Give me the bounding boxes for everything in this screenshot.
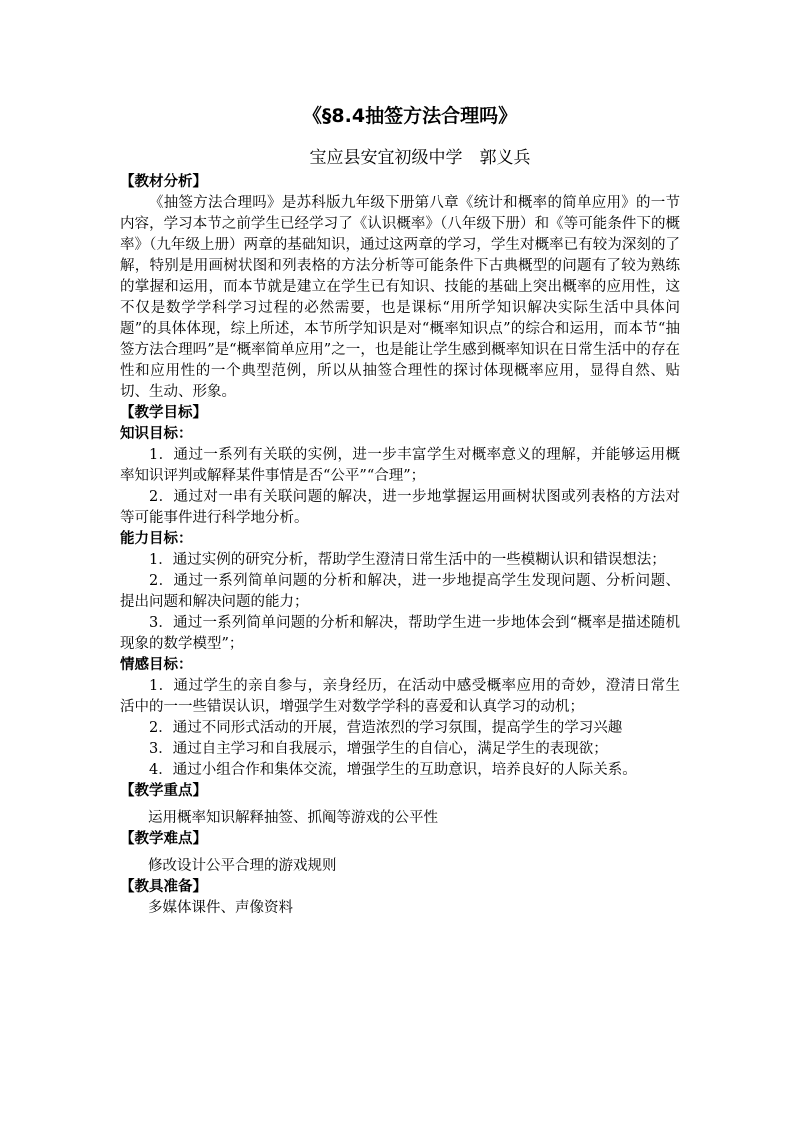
difficulty-text: 修改设计公平合理的游戏规则 bbox=[148, 858, 337, 874]
section-analysis bbox=[120, 172, 680, 403]
emotion-goal-item: 2．通过不同形式活动的开展，营造浓烈的学习氛围，提高学生的学习兴趣 bbox=[149, 720, 623, 736]
emotion-goal-item: 4．通过小组合作和集体交流，增强学生的互助意识，培养良好的人际关系。 bbox=[149, 762, 637, 778]
focus-text: 运用概率知识解释抽签、抓阄等游戏的公平性 bbox=[148, 810, 438, 826]
knowledge-goals-label: 知识目标： bbox=[120, 426, 193, 442]
ability-goal-item: 1．通过实例的研究分析，帮助学生澄清日常生活中的一些模糊认识和错误想法； bbox=[149, 552, 666, 568]
section-heading-tools: 【教具准备】 bbox=[120, 879, 207, 895]
emotion-goal-item: 1．通过学生的亲自参与，亲身经历，在活动中感受概率应用的奇妙，澄清日常生活中的一一些错误认识，增强学生对数学学科的喜爱和认真学习的动机； bbox=[120, 678, 680, 715]
section-focus bbox=[120, 781, 680, 829]
ability-goals-label: 能力目标： bbox=[120, 531, 193, 547]
document-title: 《§8.4抽签方法合理吗》 bbox=[302, 105, 518, 127]
emotion-goals-label: 情感目标： bbox=[120, 657, 193, 673]
section-heading-goals: 【教学目标】 bbox=[120, 405, 207, 421]
author-line: 宝应县安宜初级中学 郭义兵 bbox=[309, 148, 531, 168]
document-page bbox=[120, 100, 680, 919]
section-difficulty bbox=[120, 829, 680, 877]
knowledge-goal-item: 1．通过一系列有关联的实例，进一步丰富学生对概率意义的理解，并能够运用概率知识评判或解释某件事情是否“公平”“合理”； bbox=[120, 447, 680, 484]
section-tools bbox=[120, 877, 680, 919]
knowledge-goal-item: 2．通过对一串有关联问题的解决，进一步地掌握运用画树状图或列表格的方法对等可能事件进行科学地分析。 bbox=[120, 489, 680, 526]
emotion-goal-item: 3．通过自主学习和自我展示，增强学生的自信心，满足学生的表现欲； bbox=[149, 741, 608, 757]
section-heading-focus: 【教学重点】 bbox=[120, 783, 207, 799]
section-heading-analysis: 【教材分析】 bbox=[120, 174, 207, 190]
ability-goal-item: 3．通过一系列简单问题的分析和解决，帮助学生进一步地体会到“概率是描述随机现象的数学模型”； bbox=[120, 615, 680, 652]
analysis-paragraph: 《抽签方法合理吗》是苏科版九年级下册第八章《统计和概率的简单应用》的一节内容，学习本节之前学生已经学习了《认识概率》（八年级下册）和《等可能条件下的概率》（九年级上册）两章的基础知识，通过这两章的学习，学生对概率已有较为深刻的了解，特别是用画树状图和列表格的方法分析等可能条件下古典概型的问题有了较为熟练的掌握和运用，而本节就是建立在学生已有知识、技能的基础上突出概率的应用性，这不仅是数学学科学习过程的必然需要，也是课标“用所学知识解决实际生活中具体问题”的具体体现，综上所述，本节所学知识是对“概率知识点”的综合和运用，而本节“抽签方法合理吗”是“概率简单应用”之一，也是能让学生感到概率知识在日常生活中的存在性和应用性的一个典型范例，所以从抽签合理性的探讨体现概率应用，显得自然、贴切、生动、形象。 bbox=[120, 195, 680, 400]
section-goals bbox=[120, 403, 680, 781]
section-heading-difficulty: 【教学难点】 bbox=[120, 831, 207, 847]
tools-text: 多媒体课件、声像资料 bbox=[148, 900, 293, 916]
ability-goal-item: 2．通过一系列简单问题的分析和解决，进一步地提高学生发现问题、分析问题、提出问题和解决问题的能力； bbox=[120, 573, 680, 610]
